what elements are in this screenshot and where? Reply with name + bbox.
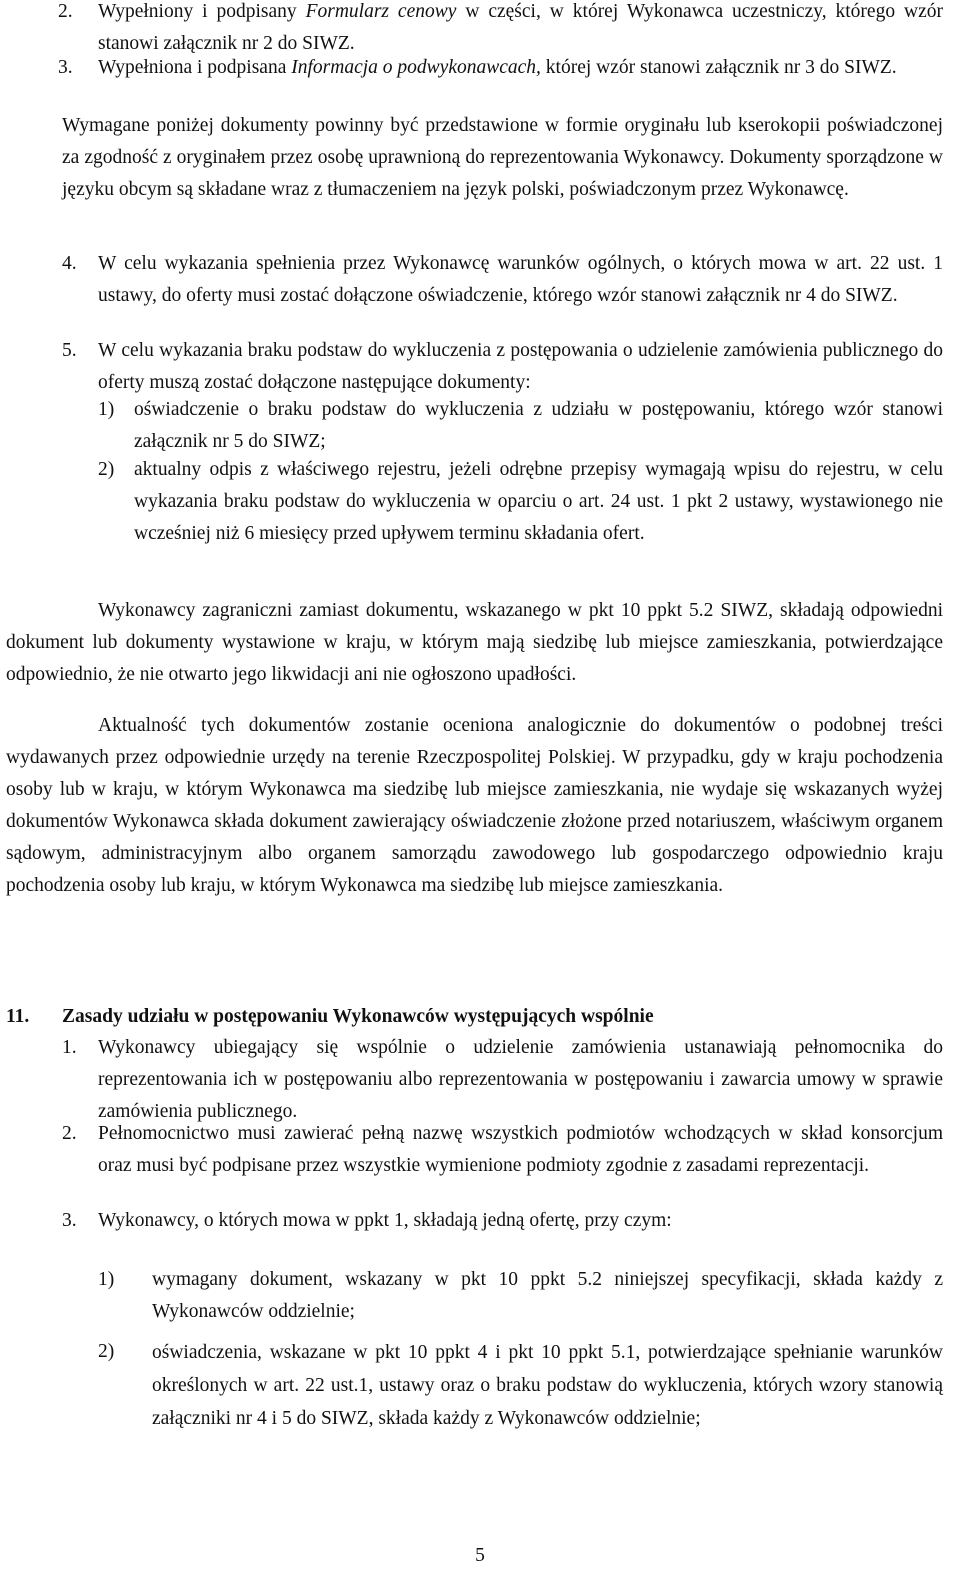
paragraph-document-actuality: Aktualność tych dokumentów zostanie oceniona analogicznie do dokumentów o podobnej treści wydawanych przez odpowiednie urzędy na terenie Rzeczpospolitej Polskiej. W przypadku, gdy w kraju pochodzenia osoby lub w kraju, w którym Wykonawca ma siedzibę lub miejsce zamieszkania, nie wydaje się wskazanych wyżej dokumentów Wykonawca składa dokument zawierający oświadczenie złożone przed notariuszem, właściwym organem sądowym, administracyjnym albo organem samorządu zawodowego lub gospodarczego odpowiednio kraju pochodzenia osoby lub kraju, w którym Wykonawca ma siedzibę lub miejsce zamieszkania. xyxy=(6,715,943,896)
list-number: 2. xyxy=(58,1,73,22)
section-title: Zasady udziału w postępowaniu Wykonawców występujących wspólnie xyxy=(62,1006,654,1027)
list-number: 4. xyxy=(62,253,77,274)
sublist-item: wymagany dokument, wskazany w pkt 10 ppkt 5.2 niniejszej specyfikacji, składa każdy z Wykonawców oddzielnie; xyxy=(152,1269,943,1322)
note-paragraph: Wymagane poniżej dokumenty powinny być przedstawione w formie oryginału lub kserokopii poświadczonej za zgodność z oryginałem przez osobę uprawnioną do reprezentowania Wykonawcy. Dokumenty sporządzone w języku obcym są składane wraz z tłumaczeniem na język polski, poświadczonym przez Wykonawcę. xyxy=(62,115,943,200)
sublist-number: 2) xyxy=(98,459,115,480)
sublist-item: oświadczenie o braku podstaw do wykluczenia z udziału w postępowaniu, którego wzór stanowi załącznik nr 5 do SIWZ; xyxy=(134,399,943,452)
sublist-number: 1) xyxy=(98,399,115,420)
sublist-item: aktualny odpis z właściwego rejestru, jeżeli odrębne przepisy wymagają wpisu do rejestru, w celu wykazania braku podstaw do wykluczenia w oparciu o art. 24 ust. 1 pkt 2 ustawy, wystawionego nie wcześniej niż 6 miesięcy przed upływem terminu składania ofert. xyxy=(134,459,943,544)
list-item: W celu wykazania spełnienia przez Wykonawcę warunków ogólnych, o których mowa w art. 22 ust. 1 ustawy, do oferty musi zostać dołączone oświadczenie, którego wzór stanowi załącznik nr 4 do SIWZ. xyxy=(98,253,943,306)
list-item: Pełnomocnictwo musi zawierać pełną nazwę wszystkich podmiotów wchodzących w skład konsorcjum oraz musi być podpisane przez wszystkie wymienione podmioty zgodnie z zasadami reprezentacji. xyxy=(98,1123,943,1176)
list-number: 1. xyxy=(62,1037,77,1058)
list-number: 3. xyxy=(62,1210,77,1231)
list-item: W celu wykazania braku podstaw do wykluczenia z postępowania o udzielenie zamówienia publicznego do oferty muszą zostać dołączone następujące dokumenty: xyxy=(98,340,943,393)
list-number: 2. xyxy=(62,1123,77,1144)
list-item: Wykonawcy ubiegający się wspólnie o udzielenie zamówienia ustanawiają pełnomocnika do reprezentowania ich w postępowaniu albo reprezentowania w postępowaniu i zawarcia umowy w sprawie zamówienia publicznego. xyxy=(98,1037,943,1122)
emphasis-text: Informacja o podwykonawcach, xyxy=(291,57,541,78)
list-number: 5. xyxy=(62,340,77,361)
list-item: Wypełniona i podpisana Informacja o podwykonawcach, której wzór stanowi załącznik nr 3 do SIWZ. xyxy=(98,57,897,78)
list-item: Wypełniony i podpisany Formularz cenowy w części, w której Wykonawca uczestniczy, którego wzór stanowi załącznik nr 2 do SIWZ. xyxy=(98,1,943,54)
list-number: 3. xyxy=(58,57,73,78)
page-number: 5 xyxy=(475,1545,485,1566)
section-number: 11. xyxy=(6,1006,30,1027)
paragraph-foreign-contractors: Wykonawcy zagraniczni zamiast dokumentu, wskazanego w pkt 10 ppkt 5.2 SIWZ, składają odpowiedni dokument lub dokumenty wystawione w kraju, w którym mają siedzibę lub miejsce zamieszkania, potwierdzające odpowiednio, że nie otwarto jego likwidacji ani nie ogłoszono upadłości. xyxy=(6,600,943,685)
sublist-number: 2) xyxy=(98,1341,115,1362)
list-item: Wykonawcy, o których mowa w ppkt 1, składają jedną ofertę, przy czym: xyxy=(98,1210,672,1231)
sublist-number: 1) xyxy=(98,1269,115,1290)
sublist-item: oświadczenia, wskazane w pkt 10 ppkt 4 i pkt 10 ppkt 5.1, potwierdzające spełnianie warunków określonych w art. 22 ust.1, ustawy oraz o braku podstaw do wykluczenia, których wzory stanowią załączniki nr 4 i 5 do SIWZ, składa każdy z Wykonawców oddzielnie; xyxy=(152,1342,943,1429)
emphasis-text: Formularz cenowy xyxy=(305,1,457,22)
